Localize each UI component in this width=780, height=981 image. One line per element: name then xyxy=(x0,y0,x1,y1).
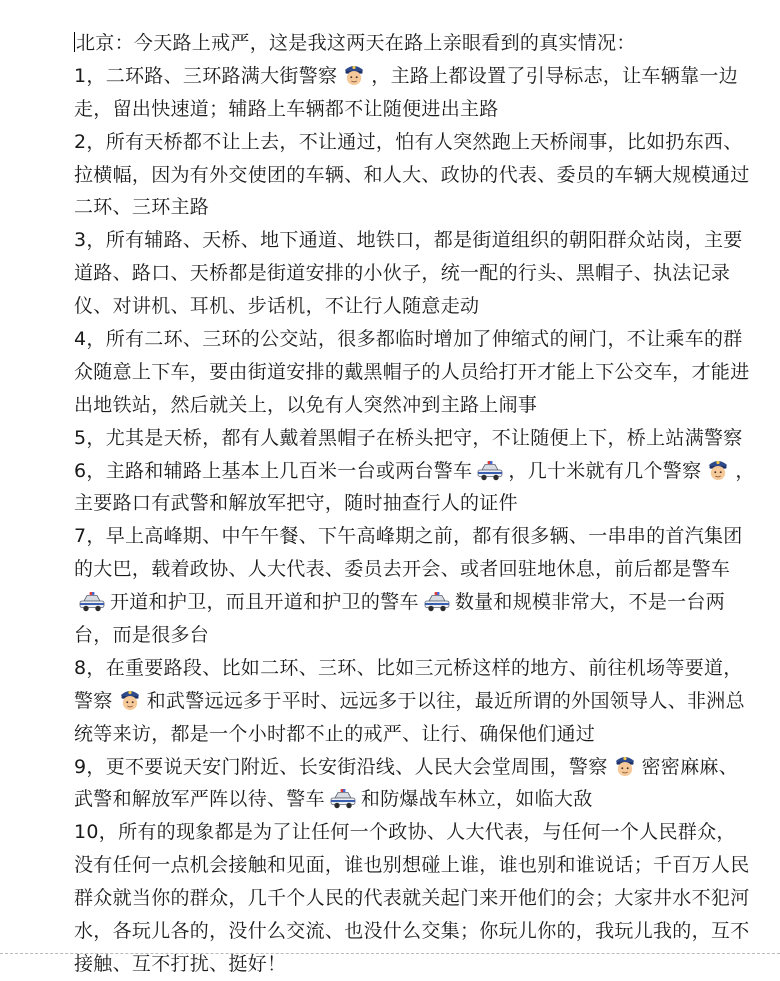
text-line xyxy=(74,389,722,422)
text-line xyxy=(74,849,750,882)
text-line xyxy=(74,816,736,849)
text-line xyxy=(74,915,750,948)
text-line xyxy=(74,93,722,126)
text-run: 数量和规模非常大，不是一台两 xyxy=(454,591,726,614)
text-run: 3，所有辅路、天桥、地下通道、地铁口，都是街道组织的朝阳群众站岗，主要 xyxy=(74,229,743,252)
text-line xyxy=(74,652,743,685)
text-line xyxy=(74,257,731,290)
text-run: 7，早上高峰期、中午午餐、下午高峰期之前，都有很多辆、一串串的首汽集团 xyxy=(74,525,743,548)
text-cursor xyxy=(74,32,75,52)
text-run: 10，所有的现象都是为了让任何一个政协、人大代表，与任何一个人民群众， xyxy=(74,821,736,844)
text-run: ，主路上都设置了引导标志，让车辆靠一边 xyxy=(371,64,738,87)
text-line xyxy=(74,27,722,60)
text-line xyxy=(74,422,743,455)
text-run: 4，所有二环、三环的公交站，很多都临时增加了伸缩式的闸门，不让乘车的群 xyxy=(74,328,743,351)
text-run: 8，在重要路段、比如二环、三环、比如三元桥这样的地方、前往机场等要道， xyxy=(74,656,743,679)
text-run: 众随意上下车，要由街道安排的戴黑帽子的人员给打开才能上下公交车，才能进 xyxy=(74,360,750,383)
text-run: 和防爆战车林立，如临大敌 xyxy=(360,788,593,811)
text-line xyxy=(74,60,738,93)
police-officer-icon xyxy=(612,752,638,789)
text-run: 统等来访，都是一个小时都不止的戒严、让行、确保他们通过 xyxy=(74,722,596,745)
text-run: 走，留出快速道；辅路上车辆都不让随便进出主路 xyxy=(74,97,499,120)
text-run: 6，主路和辅路上基本上几百米一台或两台警车 xyxy=(74,459,473,482)
police-officer-icon xyxy=(705,456,731,493)
document-body xyxy=(74,27,755,981)
text-run: 的大巴，载着政协、人大代表、委员去开会、或者回驻地休息，前后都是警车 xyxy=(74,558,731,581)
text-line xyxy=(74,191,722,224)
text-line xyxy=(74,224,743,257)
text-run: 群众就当你的群众，几千个人民的代表就关起门来开他们的会；大家井水不犯河 xyxy=(74,887,750,910)
text-run: 主要路口有武警和解放军把守，随时抽查行人的证件 xyxy=(74,492,518,515)
text-line xyxy=(74,487,722,520)
page-bottom-edge xyxy=(0,953,780,954)
police-car-icon xyxy=(423,591,451,624)
text-run: 武警和解放军严阵以待、警车 xyxy=(74,788,325,811)
text-line xyxy=(74,455,755,488)
text-line xyxy=(74,520,743,553)
text-line xyxy=(74,685,745,718)
text-run: 1，二环路、三环路满大街警察 xyxy=(74,64,338,87)
text-run: 没有任何一点机会接触和见面，谁也别想碰上谁，谁也别和谁说话；千百万人民 xyxy=(74,854,750,877)
text-line xyxy=(74,882,750,915)
text-run: 警察 xyxy=(74,689,113,712)
text-run: 接触、互不打扰、挺好！ xyxy=(74,952,287,975)
text-run: 2，所有天桥都不让上去，不让通过，怕有人突然跑上天桥闹事，比如扔东西、 xyxy=(74,130,743,153)
text-run: ， xyxy=(735,459,755,482)
text-run: 密密麻麻、 xyxy=(641,755,739,778)
text-run: 台，而是很多台 xyxy=(74,624,210,647)
text-run: 和武警远远多于平时、远远多于以往，最近所谓的外国领导人、非洲总 xyxy=(146,689,745,712)
text-run: 水，各玩儿各的，没什么交流、也没什么交集；你玩儿你的，我玩儿我的，互不 xyxy=(74,920,750,943)
text-line xyxy=(74,126,743,159)
text-line xyxy=(74,159,750,192)
text-run: 出地铁站，然后就关上，以免有人突然冲到主路上闹事 xyxy=(74,393,538,416)
text-run: 5，尤其是天桥，都有人戴着黑帽子在桥头把守，不让随便上下，桥上站满警察 xyxy=(74,426,743,449)
text-line xyxy=(74,619,722,652)
text-line xyxy=(74,751,739,784)
text-run: 仪、对讲机、耳机、步话机，不让行人随意走动 xyxy=(74,295,480,318)
text-line xyxy=(74,553,731,586)
text-line xyxy=(74,290,722,323)
text-line xyxy=(74,586,726,619)
text-run: 道路、路口、天桥都是街道安排的小伙子，统一配的行头、黑帽子、执法记录 xyxy=(74,262,731,285)
text-run: 拉横幅，因为有外交使团的车辆、和人大、政协的代表、委员的车辆大规模通过 xyxy=(74,163,750,186)
text-line xyxy=(74,356,750,389)
text-line xyxy=(74,323,743,356)
text-run: ，几十米就有几个警察 xyxy=(508,459,702,482)
text-run: 9，更不要说天安门附近、长安街沿线、人民大会堂周围，警察 xyxy=(74,755,608,778)
text-run: 二环、三环主路 xyxy=(74,196,210,219)
text-run: 北京：今天路上戒严，这是我这两天在路上亲眼看到的真实情况： xyxy=(76,32,636,54)
text-run: 开道和护卫，而且开道和护卫的警车 xyxy=(110,591,419,614)
text-line xyxy=(74,718,722,751)
